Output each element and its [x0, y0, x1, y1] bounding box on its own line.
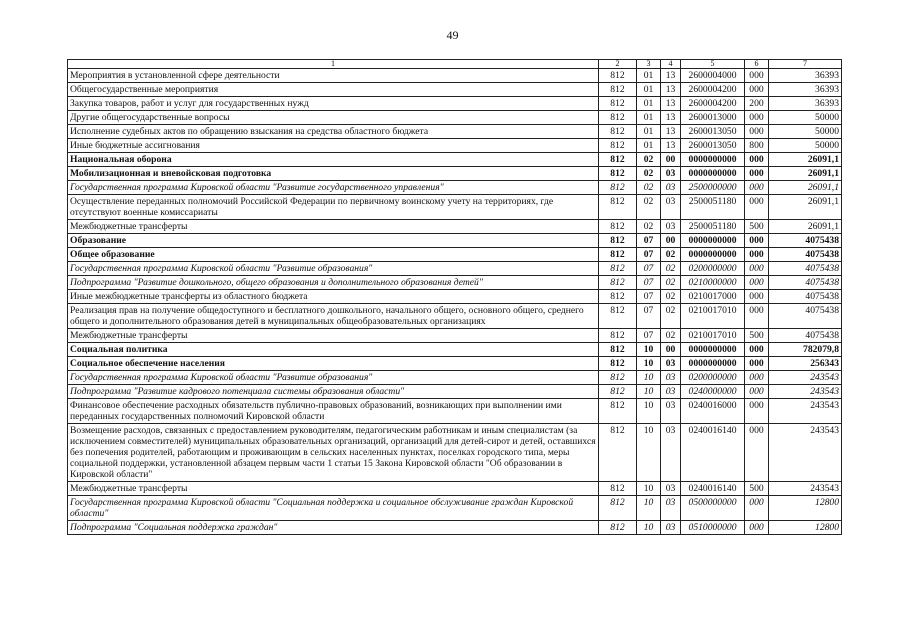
target-article-cell: 2500051180 [681, 220, 745, 234]
section-code-cell: 07 [637, 290, 661, 304]
department-code-cell: 812 [599, 139, 637, 153]
expense-type-cell: 000 [745, 181, 769, 195]
subsection-code-cell: 03 [661, 371, 681, 385]
subsection-code-cell: 03 [661, 195, 681, 220]
subsection-code-cell: 02 [661, 276, 681, 290]
target-article-cell: 0210017000 [681, 290, 745, 304]
section-code-cell: 10 [637, 521, 661, 535]
target-article-cell: 0200000000 [681, 262, 745, 276]
table-row [68, 181, 842, 195]
expense-type-cell: 000 [745, 248, 769, 262]
department-code-cell: 812 [599, 304, 637, 329]
row-name-cell: Общегосударственные мероприятия [68, 83, 599, 97]
target-article-cell: 0200000000 [681, 371, 745, 385]
expense-type-cell: 000 [745, 371, 769, 385]
table-row [68, 357, 842, 371]
amount-cell: 50000 [769, 111, 842, 125]
row-name-cell: Мобилизационная и вневойсковая подготовка [68, 167, 599, 181]
expense-type-cell: 000 [745, 262, 769, 276]
row-name-cell: Возмещение расходов, связанных с предоставлением руководителям, педагогическим работникам и иным специалистам (за исключением совместителей) муниципальных образовательных организаций, организаций для детей-сирот и детей, оставшихся без попечения родителей, работающим и проживающим в сельских населенных пунктах, поселках городского типа, меры социальной поддержки, установленной абзацем первым части 1 статьи 15 Закона Кировской области "Об образовании в Кировской области" [68, 424, 599, 482]
expense-type-cell: 800 [745, 139, 769, 153]
department-code-cell: 812 [599, 97, 637, 111]
column-header: 5 [681, 60, 745, 69]
target-article-cell: 2600013050 [681, 139, 745, 153]
budget-table [67, 59, 842, 535]
department-code-cell: 812 [599, 357, 637, 371]
amount-cell: 26091,1 [769, 153, 842, 167]
amount-cell: 50000 [769, 125, 842, 139]
subsection-code-cell: 13 [661, 125, 681, 139]
amount-cell: 4075438 [769, 304, 842, 329]
table-row [68, 482, 842, 496]
subsection-code-cell: 03 [661, 220, 681, 234]
target-article-cell: 2600013050 [681, 125, 745, 139]
row-name-cell: Государственная программа Кировской области "Развитие образования" [68, 262, 599, 276]
table-header-row [68, 60, 842, 69]
department-code-cell: 812 [599, 343, 637, 357]
row-name-cell: Межбюджетные трансферты [68, 329, 599, 343]
row-name-cell: Национальная оборона [68, 153, 599, 167]
table-row [68, 83, 842, 97]
column-header: 2 [599, 60, 637, 69]
expense-type-cell: 000 [745, 234, 769, 248]
expense-type-cell: 000 [745, 111, 769, 125]
row-name-cell: Подпрограмма "Развитие кадрового потенциала системы образования области" [68, 385, 599, 399]
table-row [68, 262, 842, 276]
expense-type-cell: 000 [745, 385, 769, 399]
department-code-cell: 812 [599, 111, 637, 125]
section-code-cell: 02 [637, 181, 661, 195]
table-row [68, 125, 842, 139]
department-code-cell: 812 [599, 153, 637, 167]
table-row [68, 399, 842, 424]
department-code-cell: 812 [599, 276, 637, 290]
department-code-cell: 812 [599, 482, 637, 496]
target-article-cell: 0240016140 [681, 482, 745, 496]
row-name-cell: Государственная программа Кировской области "Развитие государственного управления" [68, 181, 599, 195]
amount-cell: 26091,1 [769, 220, 842, 234]
amount-cell: 4075438 [769, 290, 842, 304]
table-row [68, 304, 842, 329]
amount-cell: 243543 [769, 385, 842, 399]
section-code-cell: 01 [637, 83, 661, 97]
row-name-cell: Образование [68, 234, 599, 248]
department-code-cell: 812 [599, 399, 637, 424]
department-code-cell: 812 [599, 262, 637, 276]
subsection-code-cell: 13 [661, 83, 681, 97]
row-name-cell: Подпрограмма "Развитие дошкольного, общего образования и дополнительного образования детей" [68, 276, 599, 290]
subsection-code-cell: 03 [661, 181, 681, 195]
table-row [68, 276, 842, 290]
section-code-cell: 10 [637, 357, 661, 371]
section-code-cell: 01 [637, 125, 661, 139]
target-article-cell: 0000000000 [681, 153, 745, 167]
table-row [68, 248, 842, 262]
target-article-cell: 0000000000 [681, 167, 745, 181]
table-row [68, 139, 842, 153]
table-row [68, 167, 842, 181]
department-code-cell: 812 [599, 69, 637, 83]
section-code-cell: 02 [637, 195, 661, 220]
amount-cell: 26091,1 [769, 195, 842, 220]
subsection-code-cell: 03 [661, 482, 681, 496]
section-code-cell: 07 [637, 248, 661, 262]
expense-type-cell: 200 [745, 97, 769, 111]
subsection-code-cell: 03 [661, 385, 681, 399]
amount-cell: 50000 [769, 139, 842, 153]
expense-type-cell: 000 [745, 357, 769, 371]
subsection-code-cell: 03 [661, 496, 681, 521]
table-row [68, 153, 842, 167]
section-code-cell: 10 [637, 424, 661, 482]
table-row [68, 521, 842, 535]
column-header: 7 [769, 60, 842, 69]
target-article-cell: 0210017010 [681, 329, 745, 343]
amount-cell: 26091,1 [769, 181, 842, 195]
section-code-cell: 10 [637, 496, 661, 521]
section-code-cell: 10 [637, 399, 661, 424]
section-code-cell: 07 [637, 304, 661, 329]
amount-cell: 36393 [769, 69, 842, 83]
expense-type-cell: 000 [745, 424, 769, 482]
subsection-code-cell: 03 [661, 167, 681, 181]
section-code-cell: 02 [637, 220, 661, 234]
amount-cell: 243543 [769, 424, 842, 482]
amount-cell: 12800 [769, 521, 842, 535]
target-article-cell: 0000000000 [681, 357, 745, 371]
table-row [68, 220, 842, 234]
row-name-cell: Межбюджетные трансферты [68, 482, 599, 496]
row-name-cell: Подпрограмма "Социальная поддержка граждан" [68, 521, 599, 535]
row-name-cell: Иные межбюджетные трансферты из областного бюджета [68, 290, 599, 304]
table-row [68, 424, 842, 482]
subsection-code-cell: 13 [661, 69, 681, 83]
expense-type-cell: 500 [745, 329, 769, 343]
target-article-cell: 0500000000 [681, 496, 745, 521]
expense-type-cell: 000 [745, 153, 769, 167]
subsection-code-cell: 02 [661, 329, 681, 343]
target-article-cell: 2600004200 [681, 83, 745, 97]
subsection-code-cell: 13 [661, 97, 681, 111]
row-name-cell: Осуществление переданных полномочий Российской Федерации по первичному воинскому учету на территориях, где отсутствуют военные комиссариаты [68, 195, 599, 220]
subsection-code-cell: 00 [661, 234, 681, 248]
expense-type-cell: 000 [745, 304, 769, 329]
expense-type-cell: 000 [745, 399, 769, 424]
target-article-cell: 0210000000 [681, 276, 745, 290]
row-name-cell: Межбюджетные трансферты [68, 220, 599, 234]
section-code-cell: 07 [637, 234, 661, 248]
column-header: 3 [637, 60, 661, 69]
department-code-cell: 812 [599, 329, 637, 343]
table-row [68, 343, 842, 357]
target-article-cell: 2500051180 [681, 195, 745, 220]
expense-type-cell: 000 [745, 69, 769, 83]
subsection-code-cell: 02 [661, 304, 681, 329]
section-code-cell: 07 [637, 276, 661, 290]
table-row [68, 234, 842, 248]
target-article-cell: 2500000000 [681, 181, 745, 195]
amount-cell: 256343 [769, 357, 842, 371]
row-name-cell: Закупка товаров, работ и услуг для государственных нужд [68, 97, 599, 111]
row-name-cell: Другие общегосударственные вопросы [68, 111, 599, 125]
subsection-code-cell: 03 [661, 399, 681, 424]
department-code-cell: 812 [599, 496, 637, 521]
expense-type-cell: 000 [745, 195, 769, 220]
amount-cell: 4075438 [769, 262, 842, 276]
target-article-cell: 0240000000 [681, 385, 745, 399]
section-code-cell: 10 [637, 343, 661, 357]
department-code-cell: 812 [599, 424, 637, 482]
amount-cell: 243543 [769, 482, 842, 496]
section-code-cell: 07 [637, 329, 661, 343]
subsection-code-cell: 00 [661, 343, 681, 357]
row-name-cell: Социальное обеспечение населения [68, 357, 599, 371]
section-code-cell: 10 [637, 371, 661, 385]
row-name-cell: Государственная программа Кировской области "Социальная поддержка и социальное обслуживание граждан Кировской области" [68, 496, 599, 521]
amount-cell: 12800 [769, 496, 842, 521]
amount-cell: 243543 [769, 371, 842, 385]
department-code-cell: 812 [599, 181, 637, 195]
target-article-cell: 0240016140 [681, 424, 745, 482]
subsection-code-cell: 13 [661, 139, 681, 153]
subsection-code-cell: 13 [661, 111, 681, 125]
table-row [68, 69, 842, 83]
expense-type-cell: 000 [745, 521, 769, 535]
subsection-code-cell: 02 [661, 290, 681, 304]
department-code-cell: 812 [599, 234, 637, 248]
table-row [68, 97, 842, 111]
amount-cell: 243543 [769, 399, 842, 424]
amount-cell: 4075438 [769, 329, 842, 343]
row-name-cell: Общее образование [68, 248, 599, 262]
expense-type-cell: 000 [745, 343, 769, 357]
row-name-cell: Мероприятия в установленной сфере деятельности [68, 69, 599, 83]
table-row [68, 195, 842, 220]
department-code-cell: 812 [599, 385, 637, 399]
table-row [68, 496, 842, 521]
subsection-code-cell: 03 [661, 357, 681, 371]
target-article-cell: 0240016000 [681, 399, 745, 424]
department-code-cell: 812 [599, 167, 637, 181]
target-article-cell: 0000000000 [681, 343, 745, 357]
column-header: 6 [745, 60, 769, 69]
target-article-cell: 0510000000 [681, 521, 745, 535]
expense-type-cell: 000 [745, 496, 769, 521]
expense-type-cell: 000 [745, 83, 769, 97]
amount-cell: 782079,8 [769, 343, 842, 357]
section-code-cell: 10 [637, 482, 661, 496]
expense-type-cell: 000 [745, 167, 769, 181]
target-article-cell: 2600004000 [681, 69, 745, 83]
department-code-cell: 812 [599, 125, 637, 139]
target-article-cell: 0210017010 [681, 304, 745, 329]
department-code-cell: 812 [599, 521, 637, 535]
subsection-code-cell: 02 [661, 262, 681, 276]
department-code-cell: 812 [599, 290, 637, 304]
section-code-cell: 02 [637, 167, 661, 181]
table-row [68, 371, 842, 385]
row-name-cell: Реализация прав на получение общедоступного и бесплатного дошкольного, начального общего, основного общего, среднего общего и дополнительного образования детей в муниципальных общеобразовательных организациях [68, 304, 599, 329]
expense-type-cell: 500 [745, 220, 769, 234]
column-header: 1 [68, 60, 599, 69]
section-code-cell: 10 [637, 385, 661, 399]
department-code-cell: 812 [599, 195, 637, 220]
subsection-code-cell: 03 [661, 521, 681, 535]
row-name-cell: Финансовое обеспечение расходных обязательств публично-правовых образований, возникающих при выполнении ими переданных государственных полномочий Кировской области [68, 399, 599, 424]
section-code-cell: 01 [637, 97, 661, 111]
department-code-cell: 812 [599, 83, 637, 97]
amount-cell: 4075438 [769, 234, 842, 248]
row-name-cell: Иные бюджетные ассигнования [68, 139, 599, 153]
table-row [68, 385, 842, 399]
amount-cell: 36393 [769, 97, 842, 111]
table-row [68, 290, 842, 304]
target-article-cell: 2600004200 [681, 97, 745, 111]
row-name-cell: Социальная политика [68, 343, 599, 357]
target-article-cell: 0000000000 [681, 248, 745, 262]
row-name-cell: Исполнение судебных актов по обращению взыскания на средства областного бюджета [68, 125, 599, 139]
section-code-cell: 01 [637, 111, 661, 125]
department-code-cell: 812 [599, 371, 637, 385]
amount-cell: 4075438 [769, 276, 842, 290]
expense-type-cell: 000 [745, 125, 769, 139]
subsection-code-cell: 03 [661, 424, 681, 482]
expense-type-cell: 000 [745, 276, 769, 290]
target-article-cell: 2600013000 [681, 111, 745, 125]
section-code-cell: 01 [637, 69, 661, 83]
department-code-cell: 812 [599, 220, 637, 234]
subsection-code-cell: 02 [661, 248, 681, 262]
section-code-cell: 07 [637, 262, 661, 276]
page-number: 49 [446, 28, 459, 42]
subsection-code-cell: 00 [661, 153, 681, 167]
section-code-cell: 01 [637, 139, 661, 153]
target-article-cell: 0000000000 [681, 234, 745, 248]
amount-cell: 26091,1 [769, 167, 842, 181]
expense-type-cell: 500 [745, 482, 769, 496]
row-name-cell: Государственная программа Кировской области "Развитие образования" [68, 371, 599, 385]
column-header: 4 [661, 60, 681, 69]
section-code-cell: 02 [637, 153, 661, 167]
expense-type-cell: 000 [745, 290, 769, 304]
amount-cell: 36393 [769, 83, 842, 97]
department-code-cell: 812 [599, 248, 637, 262]
table-row [68, 111, 842, 125]
table-row [68, 329, 842, 343]
amount-cell: 4075438 [769, 248, 842, 262]
